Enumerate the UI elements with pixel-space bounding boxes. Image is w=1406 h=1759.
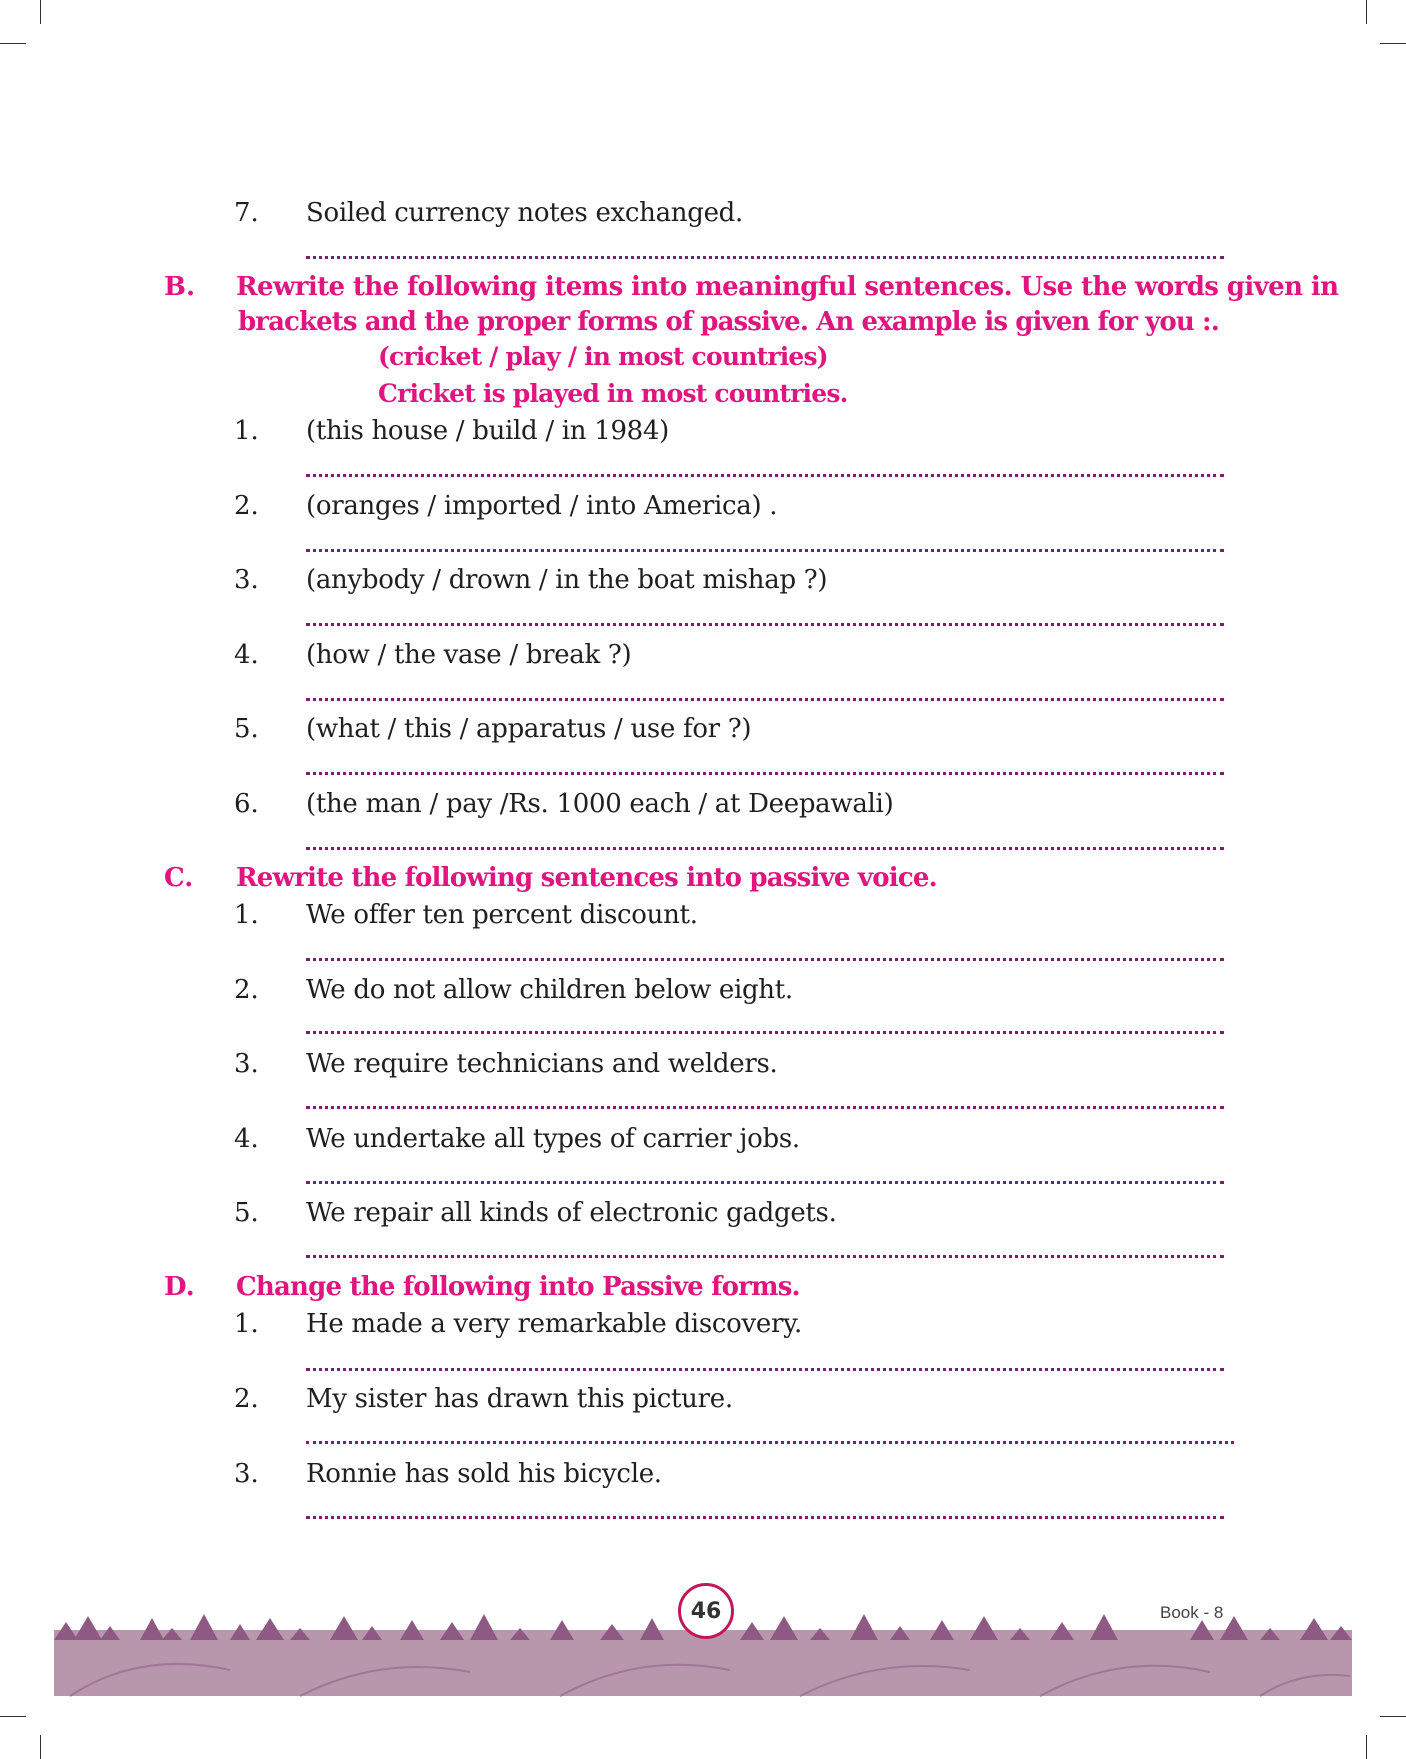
answer-line[interactable] <box>306 1181 1224 1184</box>
answer-line[interactable] <box>306 1106 1224 1109</box>
item-text: We offer ten percent discount. <box>306 900 698 930</box>
crop-mark <box>1380 1716 1406 1717</box>
item-number: 3. <box>234 565 259 595</box>
crop-mark <box>0 43 26 44</box>
crop-mark <box>0 1716 26 1717</box>
item-number: 1. <box>234 900 259 930</box>
answer-line[interactable] <box>306 1441 1234 1444</box>
section-instruction: Change the following into Passive forms. <box>236 1272 800 1302</box>
section-instruction: Rewrite the following items into meaningful sentences. Use the words given in <box>236 272 1339 302</box>
answer-line[interactable] <box>306 256 1224 259</box>
section-letter: B. <box>164 272 196 302</box>
item-number: 2. <box>234 1384 259 1414</box>
item-number: 4. <box>234 1124 259 1154</box>
item-number: 3. <box>234 1049 259 1079</box>
item-text: (what / this / apparatus / use for ?) <box>306 714 752 744</box>
answer-line[interactable] <box>306 474 1224 477</box>
item-text: He made a very remarkable discovery. <box>306 1309 802 1339</box>
item-number: 1. <box>234 1309 259 1339</box>
answer-line[interactable] <box>306 1255 1224 1258</box>
item-number: 2. <box>234 491 259 521</box>
item-number: 6. <box>234 789 259 819</box>
crop-mark <box>1366 1735 1367 1759</box>
answer-line[interactable] <box>306 549 1224 552</box>
answer-line[interactable] <box>306 1368 1224 1371</box>
answer-line[interactable] <box>306 623 1224 626</box>
item-number: 4. <box>234 640 259 670</box>
example-prompt: (cricket / play / in most countries) <box>378 342 828 371</box>
item-text: We repair all kinds of electronic gadgets. <box>306 1198 837 1228</box>
section-letter: C. <box>164 863 194 893</box>
item-number: 5. <box>234 714 259 744</box>
example-answer: Cricket is played in most countries. <box>378 379 848 408</box>
item-number: 3. <box>234 1459 259 1489</box>
item-text: (how / the vase / break ?) <box>306 640 632 670</box>
crop-mark <box>40 0 41 24</box>
item-text: We require technicians and welders. <box>306 1049 778 1079</box>
answer-line[interactable] <box>306 772 1224 775</box>
item-text: (this house / build / in 1984) <box>306 416 670 446</box>
item-text: (oranges / imported / into America) . <box>306 491 778 521</box>
crop-mark <box>1366 0 1367 24</box>
item-number: 1. <box>234 416 259 446</box>
item-text: We undertake all types of carrier jobs. <box>306 1124 800 1154</box>
section-instruction: brackets and the proper forms of passive. An example is given for you :. <box>238 307 1219 337</box>
answer-line[interactable] <box>306 1516 1224 1519</box>
item-text: Ronnie has sold his bicycle. <box>306 1459 662 1489</box>
crop-mark <box>1380 43 1406 44</box>
item-text: (the man / pay /Rs. 1000 each / at Deepawali) <box>306 789 894 819</box>
item-text: (anybody / drown / in the boat mishap ?) <box>306 565 828 595</box>
answer-line[interactable] <box>306 698 1224 701</box>
item-text: My sister has drawn this picture. <box>306 1384 733 1414</box>
page-number: 46 <box>678 1583 734 1639</box>
item-number: 2. <box>234 975 259 1005</box>
item-number: 5. <box>234 1198 259 1228</box>
item-text: Soiled currency notes exchanged. <box>306 198 743 228</box>
item-number: 7. <box>234 198 259 228</box>
answer-line[interactable] <box>306 958 1224 961</box>
crop-mark <box>40 1735 41 1759</box>
answer-line[interactable] <box>306 1031 1224 1034</box>
section-letter: D. <box>164 1272 195 1302</box>
item-text: We do not allow children below eight. <box>306 975 793 1005</box>
answer-line[interactable] <box>306 847 1224 850</box>
book-label: Book - 8 <box>1160 1603 1224 1622</box>
section-instruction: Rewrite the following sentences into passive voice. <box>236 863 937 893</box>
